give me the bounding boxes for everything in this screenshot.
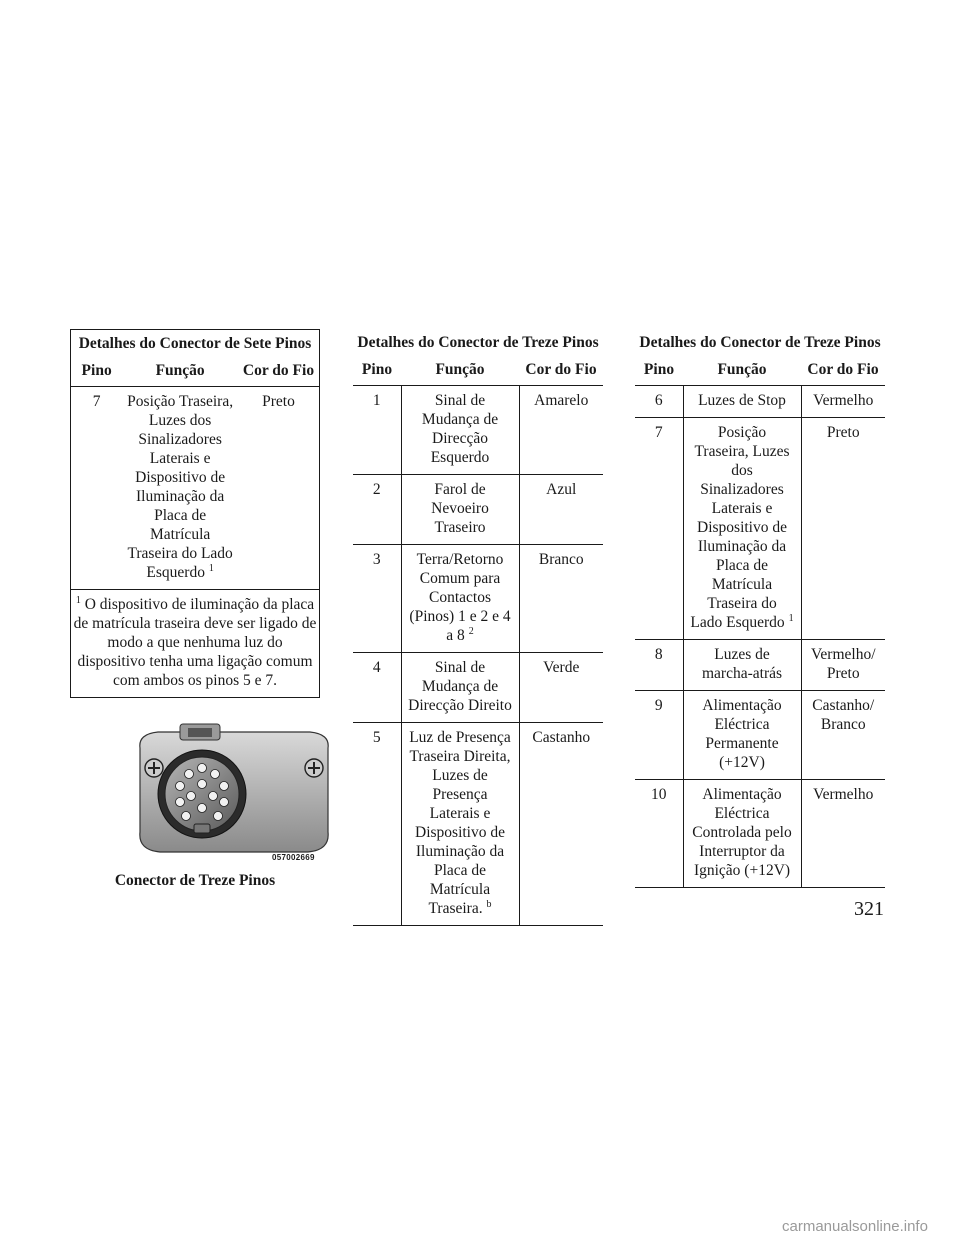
col-header-function: Função [122,361,238,387]
wire-color: Preto [801,418,885,640]
table-title: Detalhes do Conector de Sete Pinos [78,335,312,352]
col-header-function: Função [683,360,801,386]
pin-function: Alimentação Eléctrica Permanente (+12V) [683,691,801,780]
pin-function: Posição Traseira, Luzes dos Sinalizadores Laterais e Dispositivo de Iluminação da Placa de Matrícula Traseira do Lado Esquerdo [690,424,790,631]
table-row [353,545,603,653]
table-row [635,691,885,780]
table-title: Detalhes do Conector de Treze Pinos [357,334,599,351]
col-header-color: Cor do Fio [801,360,885,386]
table-row [353,475,603,545]
figure-code: 057002669 [272,853,315,862]
table-row [635,640,885,691]
wire-color: Vermelho [801,780,885,888]
table-row [635,418,885,640]
pin-number: 10 [635,780,683,888]
footnote [71,590,320,698]
pin-number: 2 [353,475,401,545]
wire-color: Vermelho [801,386,885,418]
wire-color: Preto [238,387,320,590]
pin-number: 8 [635,640,683,691]
wire-color: Amarelo [519,386,603,475]
table-row [635,386,885,418]
pin-function: Farol de Nevoeiro Traseiro [401,475,519,545]
wire-color: Verde [519,653,603,723]
pin-function: Luzes de marcha-atrás [683,640,801,691]
pin-number: 9 [635,691,683,780]
page-number: 321 [854,898,884,920]
thirteen-pin-table-1 [353,329,603,926]
table-row [353,386,603,475]
pin-function: Posição Traseira, Luzes dos Sinalizadores Laterais e Dispositivo de Iluminação da Placa de Matrícula Traseira do Lado Esquerdo [127,393,234,581]
pin-number: 6 [635,386,683,418]
wire-color: Castanho [519,723,603,926]
footnote-ref: b [486,899,492,910]
table-row [353,653,603,723]
col-header-color: Cor do Fio [238,361,320,387]
watermark: carmanualsonline.info [782,1218,928,1235]
table-row [71,387,320,590]
footnote-mark: 1 [75,595,81,606]
pin-number: 3 [353,545,401,653]
table-row [635,780,885,888]
pin-number: 7 [71,387,123,590]
footnote-ref: 1 [208,563,214,574]
pin-number: 7 [635,418,683,640]
pin-function: Terra/Retorno Comum para Contactos (Pinos) 1 e 2 e 4 a 8 [409,551,511,644]
wire-color: Branco [519,545,603,653]
wire-color: Castanho/ Branco [801,691,885,780]
table-title: Detalhes do Conector de Treze Pinos [639,334,881,351]
pin-number: 4 [353,653,401,723]
pin-function: Luzes de Stop [683,386,801,418]
figure-caption: Conector de Treze Pinos [114,872,276,889]
thirteen-pin-table-2 [635,329,885,888]
pin-function: Sinal de Mudança de Direcção Direito [401,653,519,723]
footnote-ref: 1 [788,613,794,624]
col-header-pin: Pino [635,360,683,386]
pin-function: Luz de Presença Traseira Direita, Luzes de Presença Laterais e Dispositivo de Iluminação da Placa de Matrícula Traseira. [409,729,511,917]
pin-function: Alimentação Eléctrica Controlada pelo Interruptor da Ignição (+12V) [683,780,801,888]
col-header-pin: Pino [353,360,401,386]
col-header-color: Cor do Fio [519,360,603,386]
pin-number: 1 [353,386,401,475]
table-row [353,723,603,926]
pin-function: Sinal de Mudança de Direcção Esquerdo [401,386,519,475]
wire-color: Azul [519,475,603,545]
footnote-text: O dispositivo de iluminação da placa de matrícula traseira deve ser ligado de modo a que nenhuma luz do dispositivo tenha uma ligação comum com ambos os pinos 5 e 7. [73,596,317,689]
pin-number: 5 [353,723,401,926]
thirteen-pin-connector-illustration [118,720,350,868]
col-header-pin: Pino [71,361,123,387]
col-header-function: Função [401,360,519,386]
wire-color: Vermelho/ Preto [801,640,885,691]
seven-pin-table [70,329,320,698]
footnote-ref: 2 [468,626,474,637]
